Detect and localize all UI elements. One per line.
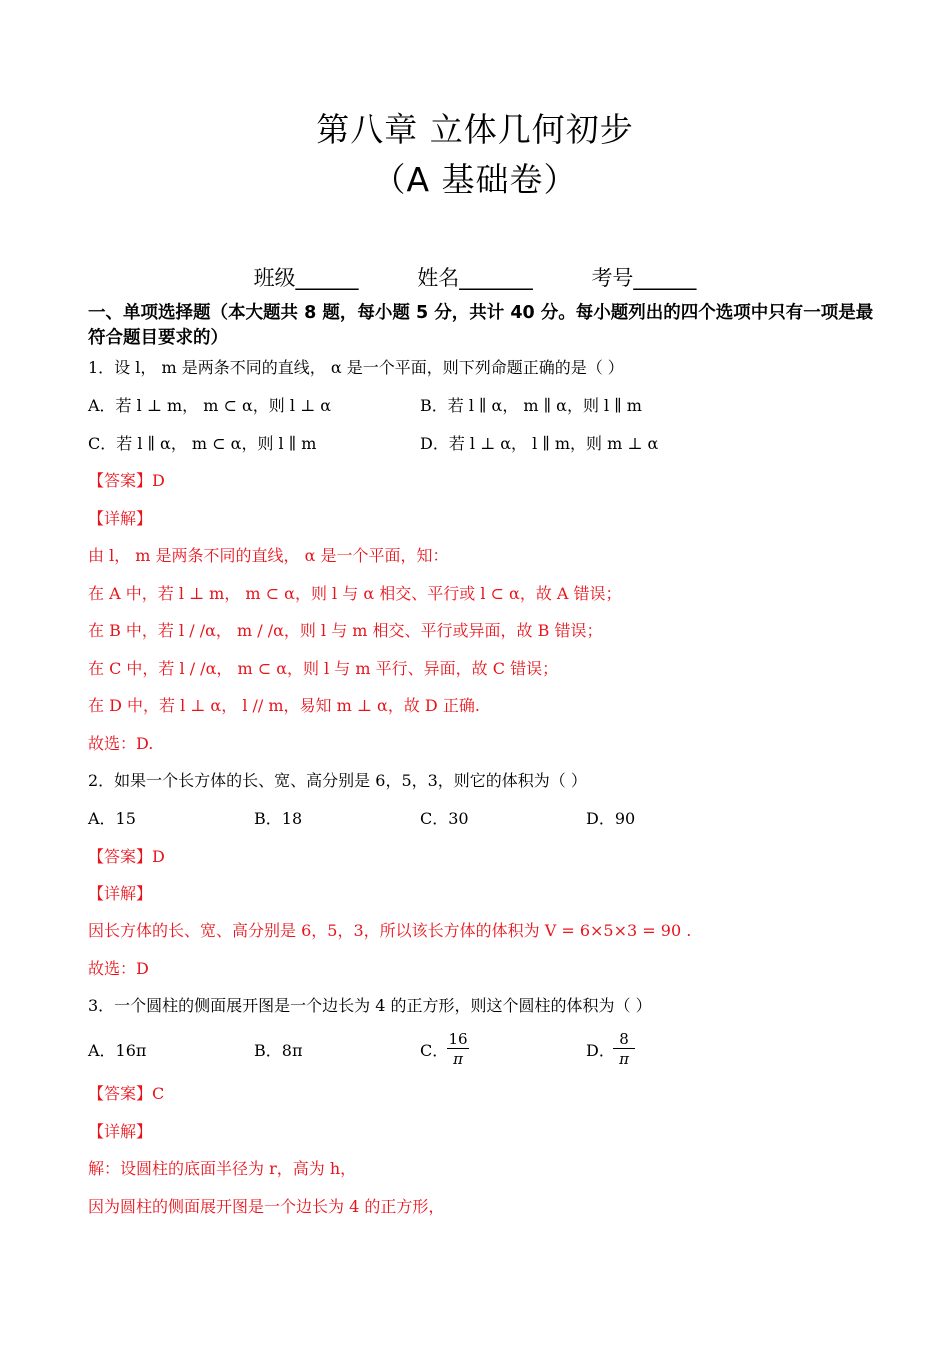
question-2-conclusion: 故选：D (88, 959, 149, 978)
question-2-option-b: B．18 (254, 809, 303, 828)
question-3-stem: 3．一个圆柱的侧面展开图是一个边长为 4 的正方形，则这个圆柱的体积为（ ） (88, 996, 652, 1015)
question-1-detail-label: 【详解】 (88, 509, 153, 528)
question-3-option-d-fraction (613, 1030, 635, 1069)
question-3-option-c-fraction (447, 1030, 469, 1069)
question-1-option-c: C．若 l ∥ α， m ⊂ α，则 l ∥ m (88, 434, 317, 453)
question-1-explanation-line: 在 B 中，若 l / /α， m / /α，则 l 与 m 相交、平行或异面，故 B 错误； (88, 621, 603, 640)
question-2-option-c: C．30 (420, 809, 469, 828)
question-1-option-d: D．若 l ⊥ α， l ∥ m，则 m ⊥ α (420, 434, 659, 453)
question-1-conclusion: 故选：D. (88, 734, 154, 753)
question-1-explanation-line: 在 A 中，若 l ⊥ m， m ⊂ α，则 l 与 α 相交、平行或 l ⊂ α，故 A 错误； (88, 584, 622, 603)
exam-number-field: 考号______ (591, 266, 697, 290)
question-1-explanation-line: 在 D 中，若 l ⊥ α， l // m，易知 m ⊥ α，故 D 正确. (88, 696, 480, 715)
class-field: 班级______ (253, 266, 359, 290)
student-info-line (0, 262, 950, 292)
question-1-option-a: A．若 l ⊥ m， m ⊂ α，则 l ⊥ α (88, 396, 332, 415)
question-3-explanation-line: 因为圆柱的侧面展开图是一个边长为 4 的正方形， (88, 1197, 445, 1216)
question-2-option-a: A．15 (88, 809, 136, 828)
question-1-stem: 1．设 l， m 是两条不同的直线， α 是一个平面，则下列命题正确的是（ ） (88, 358, 624, 377)
question-3-option-a: A．16π (88, 1041, 147, 1060)
question-2-option-d: D．90 (586, 809, 636, 828)
question-1-option-b: B．若 l ∥ α， m ∥ α，则 l ∥ m (420, 396, 642, 415)
question-3-detail-label: 【详解】 (88, 1122, 153, 1141)
fraction-denominator: π (619, 1050, 629, 1068)
question-2-explanation: 因长方体的长、宽、高分别是 6，5，3，所以该长方体的体积为 V = 6×5×3 = 90 . (88, 921, 692, 940)
question-3-option-d-label: D． (586, 1041, 615, 1060)
question-3-answer: 【答案】C (88, 1084, 165, 1103)
chapter-title: 第八章 立体几何初步 (316, 110, 634, 149)
section-heading: 一、单项选择题（本大题共 8 题，每小题 5 分，共计 40 分。每小题列出的四个选项中只有一项是最符合题目要求的） (88, 303, 874, 348)
fraction-denominator: π (453, 1050, 463, 1068)
question-3-option-c-label: C． (420, 1041, 449, 1060)
question-1-explanation-line: 在 C 中，若 l / /α， m ⊂ α，则 l 与 m 平行、异面，故 C 错误； (88, 659, 559, 678)
question-1-explanation-line: 由 l， m 是两条不同的直线， α 是一个平面，知： (88, 546, 449, 565)
fraction-numerator: 8 (613, 1030, 635, 1049)
question-2-stem: 2．如果一个长方体的长、宽、高分别是 6，5，3，则它的体积为（ ） (88, 771, 587, 790)
question-3-option-b: B．8π (254, 1041, 303, 1060)
chapter-subtitle: （A 基础卷） (372, 160, 578, 199)
name-field: 姓名_______ (417, 266, 533, 290)
fraction-numerator: 16 (448, 1030, 468, 1048)
question-1-answer: 【答案】D (88, 471, 165, 490)
question-2-detail-label: 【详解】 (88, 884, 153, 903)
question-3-explanation-line: 解：设圆柱的底面半径为 r，高为 h， (88, 1159, 357, 1178)
question-2-answer: 【答案】D (88, 847, 165, 866)
